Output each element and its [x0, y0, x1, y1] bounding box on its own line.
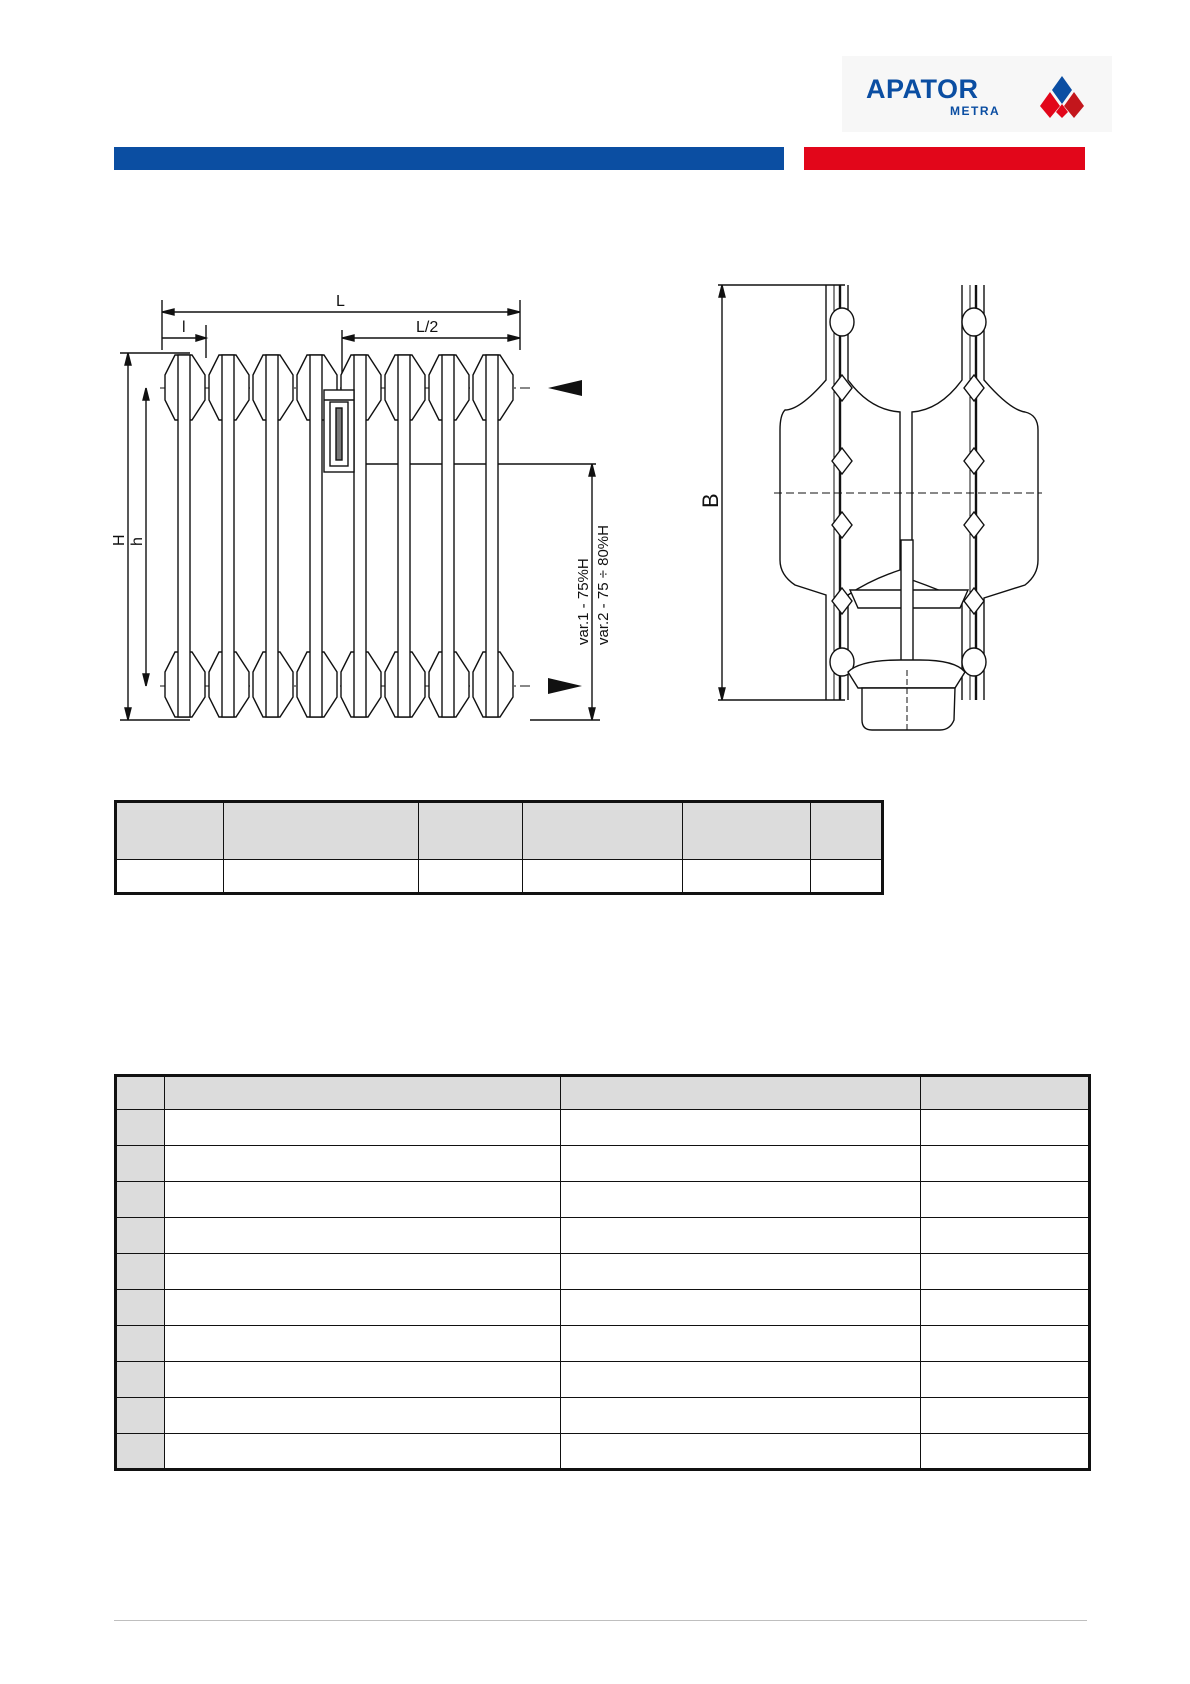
- table-row: [116, 1110, 1090, 1146]
- radiator-section: [429, 355, 469, 717]
- parts-index-cell: [116, 1326, 165, 1362]
- dimension-cell: [116, 860, 224, 894]
- table-row: [116, 1326, 1090, 1362]
- dim-label-H: H: [111, 534, 128, 546]
- parts-table-header: [116, 1076, 1090, 1110]
- parts-cell: [165, 1254, 561, 1290]
- parts-cell: [921, 1218, 1090, 1254]
- radiator-section: [385, 355, 425, 717]
- parts-cell: [561, 1362, 921, 1398]
- parts-index-cell: [116, 1218, 165, 1254]
- parts-cell: [165, 1362, 561, 1398]
- mount-variant-2: var.2 - 75 ÷ 80%H: [595, 525, 612, 645]
- parts-cell: [561, 1182, 921, 1218]
- parts-cell: [561, 1434, 921, 1470]
- dimension-header-cell: [810, 802, 882, 860]
- dimension-header-cell: [116, 802, 224, 860]
- parts-index-cell: [116, 1254, 165, 1290]
- parts-cell: [921, 1434, 1090, 1470]
- parts-cell: [165, 1182, 561, 1218]
- dim-label-L: L: [336, 293, 345, 310]
- parts-header-cell: [921, 1076, 1090, 1110]
- logo-mark-icon: [1038, 74, 1086, 118]
- allocator-device: [324, 390, 354, 472]
- parts-index-cell: [116, 1362, 165, 1398]
- parts-cell: [561, 1146, 921, 1182]
- parts-index-cell: [116, 1146, 165, 1182]
- parts-cell: [921, 1110, 1090, 1146]
- table-row: [116, 1434, 1090, 1470]
- parts-index-cell: [116, 1434, 165, 1470]
- parts-cell: [921, 1362, 1090, 1398]
- parts-cell: [561, 1326, 921, 1362]
- company-logo: [842, 56, 1112, 132]
- flow-arrow-top-icon: [548, 380, 582, 396]
- mount-variant-1: var.1 - 75%H: [575, 558, 592, 645]
- radiator-front-view-drawing: [110, 285, 630, 740]
- radiator-side-view-drawing: [690, 275, 1050, 735]
- header-bar-red: [804, 147, 1085, 170]
- dim-label-half-L: L/2: [416, 319, 439, 336]
- parts-cell: [921, 1398, 1090, 1434]
- dimension-header-cell: [682, 802, 810, 860]
- dim-label-l: l: [182, 319, 186, 336]
- parts-cell: [921, 1326, 1090, 1362]
- dim-label-B: B: [698, 493, 723, 508]
- radiator-section: [473, 355, 513, 717]
- table-row: [116, 1254, 1090, 1290]
- parts-header-cell: [116, 1076, 165, 1110]
- parts-cell: [165, 1326, 561, 1362]
- parts-cell: [165, 1146, 561, 1182]
- parts-cell: [561, 1218, 921, 1254]
- parts-cell: [165, 1218, 561, 1254]
- table-row: [116, 1362, 1090, 1398]
- parts-cell: [165, 1290, 561, 1326]
- radiator-section: [253, 355, 293, 717]
- logo-subline: METRA: [950, 104, 1001, 118]
- parts-index-cell: [116, 1182, 165, 1218]
- flow-arrow-bottom-icon: [548, 678, 582, 694]
- parts-index-cell: [116, 1398, 165, 1434]
- parts-cell: [561, 1398, 921, 1434]
- parts-cell: [561, 1254, 921, 1290]
- parts-cell: [165, 1110, 561, 1146]
- table-row: [116, 1218, 1090, 1254]
- logo-wordmark: APATOR: [866, 74, 979, 104]
- dimension-cell: [224, 860, 419, 894]
- dimension-header-cell: [224, 802, 419, 860]
- parts-index-cell: [116, 1110, 165, 1146]
- dimension-table: [114, 800, 884, 895]
- table-row: [116, 860, 883, 894]
- parts-header-cell: [561, 1076, 921, 1110]
- parts-cell: [561, 1110, 921, 1146]
- table-row: [116, 1182, 1090, 1218]
- radiator-section: [209, 355, 249, 717]
- table-row: [116, 1146, 1090, 1182]
- dimension-cell: [810, 860, 882, 894]
- table-row: [116, 1398, 1090, 1434]
- dimension-header-cell: [419, 802, 522, 860]
- parts-cell: [921, 1182, 1090, 1218]
- parts-cell: [921, 1290, 1090, 1326]
- footer-divider: [114, 1620, 1087, 1621]
- dimension-header-cell: [522, 802, 682, 860]
- table-row: [116, 1290, 1090, 1326]
- header-bar-blue: [114, 147, 784, 170]
- parts-cell: [921, 1254, 1090, 1290]
- parts-header-cell: [165, 1076, 561, 1110]
- parts-cell: [165, 1434, 561, 1470]
- parts-table: [114, 1074, 1091, 1471]
- dimension-cell: [682, 860, 810, 894]
- parts-cell: [561, 1290, 921, 1326]
- parts-cell: [921, 1146, 1090, 1182]
- radiator-section: [165, 355, 205, 717]
- parts-cell: [165, 1398, 561, 1434]
- dimension-cell: [522, 860, 682, 894]
- dimension-table-header: [116, 802, 883, 860]
- parts-index-cell: [116, 1290, 165, 1326]
- dim-label-h: h: [129, 537, 146, 546]
- dimension-cell: [419, 860, 522, 894]
